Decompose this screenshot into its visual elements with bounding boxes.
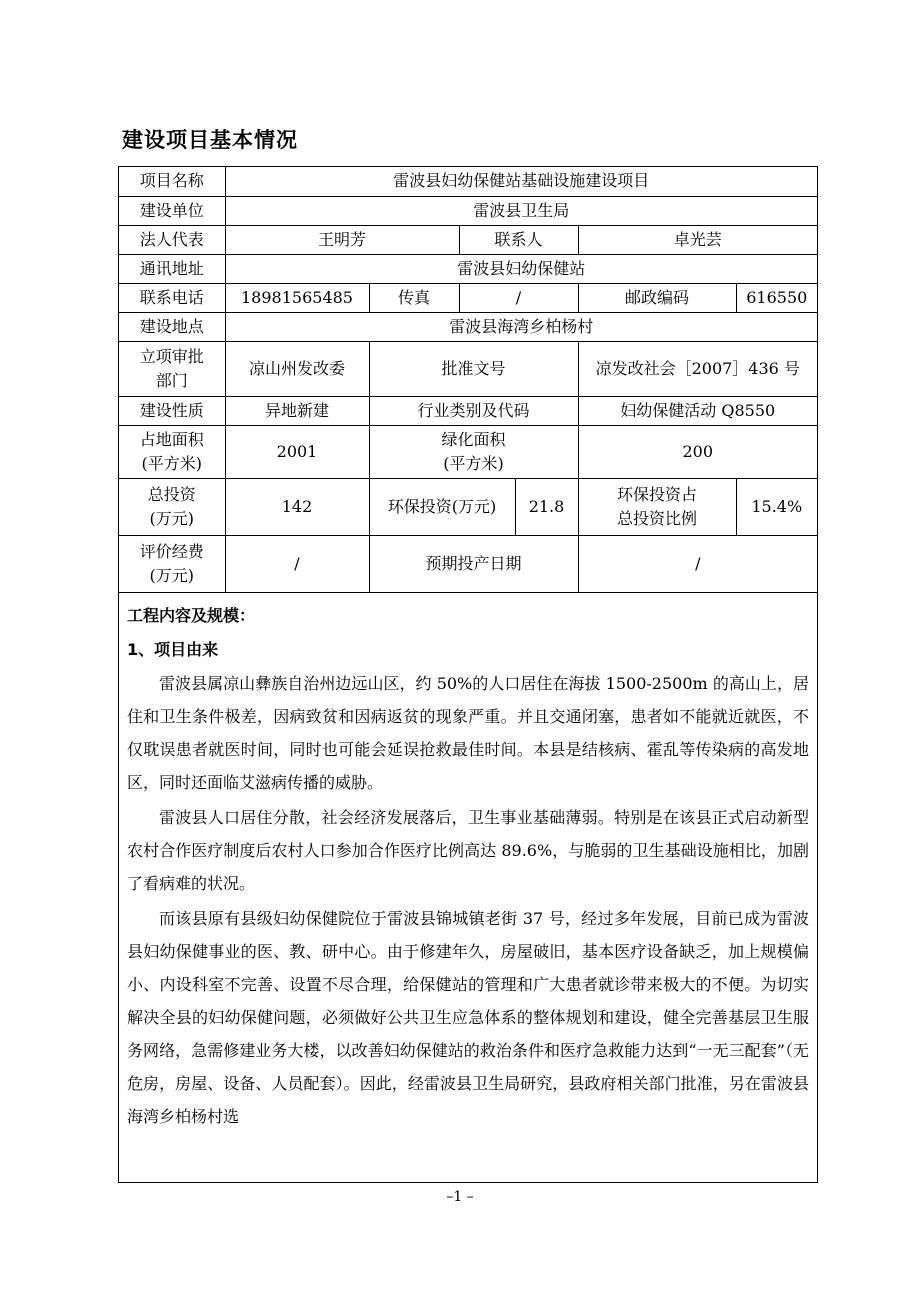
cell-fax: / — [459, 283, 578, 312]
cell-eval-fee: / — [225, 535, 369, 592]
cell-approval-doc: 凉发改社会［2007］436 号 — [578, 341, 817, 396]
label-line: 立项审批 — [139, 346, 204, 366]
cell-label: 法人代表 — [119, 225, 225, 254]
cell-label: 联系人 — [459, 225, 578, 254]
cell-phone: 18981565485 — [225, 283, 369, 312]
cell-label: 项目名称 — [119, 167, 225, 196]
cell-env-invest: 21.8 — [515, 478, 578, 535]
page-title: 建设项目基本情况 — [122, 128, 298, 152]
cell-label: 环保投资(万元) — [369, 478, 515, 535]
project-content — [127, 599, 809, 1133]
cell-label: 联系电话 — [119, 283, 225, 312]
cell-approval-dept: 凉山州发改委 — [225, 341, 369, 396]
cell-label: 通讯地址 — [119, 254, 225, 283]
table-row — [119, 283, 817, 312]
label-line: (平方米) — [141, 453, 202, 473]
cell-total-invest: 142 — [225, 478, 369, 535]
cell-label: 批准文号 — [369, 341, 578, 396]
cell-site: 雷波县海湾乡柏杨村 — [225, 312, 817, 341]
cell-address: 雷波县妇幼保健站 — [225, 254, 817, 283]
cell-label — [119, 341, 225, 396]
cell-label — [578, 478, 736, 535]
cell-label: 建设地点 — [119, 312, 225, 341]
page-number: –1 – — [446, 1189, 474, 1205]
label-line: 绿化面积 — [441, 429, 506, 449]
cell-builder: 雷波县卫生局 — [225, 196, 817, 225]
cell-label — [119, 535, 225, 592]
table-row — [119, 254, 817, 283]
cell-project-name: 雷波县妇幼保健站基础设施建设项目 — [225, 167, 817, 196]
label-line: 占地面积 — [139, 429, 204, 449]
cell-label: 建设单位 — [119, 196, 225, 225]
table-row — [119, 396, 817, 425]
table-row — [119, 341, 817, 396]
label-line: (平方米) — [443, 453, 504, 473]
table-row — [119, 225, 817, 254]
table-row — [119, 535, 817, 592]
table-row — [119, 425, 817, 478]
cell-env-ratio: 15.4% — [736, 478, 817, 535]
cell-nature: 异地新建 — [225, 396, 369, 425]
label-line: (万元) — [149, 565, 194, 585]
cell-legal-rep: 王明芳 — [225, 225, 459, 254]
cell-label: 建设性质 — [119, 396, 225, 425]
cell-label: 传真 — [369, 283, 459, 312]
cell-contact: 卓光芸 — [578, 225, 817, 254]
paragraph: 雷波县属凉山彝族自治州边远山区，约 50%的人口居住在海拔 1500-2500m 的高山上，居住和卫生条件极差，因病致贫和因病返贫的现象严重。并且交通闭塞，患者如不能就近就医，不仅耽误患者就医时间，同时也可能会延误抢救最佳时间。本县是结核病、霍乱等传染病的高发地区，同时还面临艾滋病传播的威胁。 — [127, 674, 809, 792]
label-line: 评价经费 — [139, 541, 204, 561]
cell-green-area: 200 — [578, 425, 817, 478]
cell-label: 邮政编码 — [578, 283, 736, 312]
cell-expected-date: / — [578, 535, 817, 592]
table-row — [119, 167, 817, 196]
cell-label — [119, 478, 225, 535]
cell-postcode: 616550 — [736, 283, 817, 312]
cell-label — [369, 425, 578, 478]
project-info-frame — [118, 166, 818, 1183]
section-heading: 1、项目由来 — [127, 640, 219, 659]
table-row — [119, 312, 817, 341]
content-heading: 工程内容及规模： — [127, 606, 256, 625]
cell-industry: 妇幼保健活动 Q8550 — [578, 396, 817, 425]
label-line: (万元) — [149, 508, 194, 528]
cell-label: 行业类别及代码 — [369, 396, 578, 425]
cell-label — [119, 425, 225, 478]
cell-land-area: 2001 — [225, 425, 369, 478]
project-info-table — [119, 167, 817, 593]
label-line: 总投资比例 — [616, 508, 697, 528]
label-line: 部门 — [155, 370, 188, 390]
table-row — [119, 478, 817, 535]
cell-label: 预期投产日期 — [369, 535, 578, 592]
table-row — [119, 196, 817, 225]
label-line: 总投资 — [147, 484, 196, 504]
label-line: 环保投资占 — [616, 484, 697, 504]
paragraph: 雷波县人口居住分散，社会经济发展落后，卫生事业基础薄弱。特别是在该县正式启动新型农村合作医疗制度后农村人口参加合作医疗比例高达 89.6%，与脆弱的卫生基础设施相比，加剧了看病难的状况。 — [127, 808, 809, 893]
paragraph: 而该县原有县级妇幼保健院位于雷波县锦城镇老街 37 号，经过多年发展，目前已成为雷波县妇幼保健事业的医、教、研中心。由于修建年久，房屋破旧，基本医疗设备缺乏，加上规模偏小、内设科室不完善、设置不尽合理，给保健站的管理和广大患者就诊带来极大的不便。为切实解决全县的妇幼保健问题，必须做好公共卫生应急体系的整体规划和建设，健全完善基层卫生服务网络，急需修建业务大楼，以改善妇幼保健站的救治条件和医疗急救能力达到“一无三配套”（无危房，房屋、设备、人员配套）。因此，经雷波县卫生局研究，县政府相关部门批准，另在雷波县海湾乡柏杨村选 — [127, 909, 809, 1126]
